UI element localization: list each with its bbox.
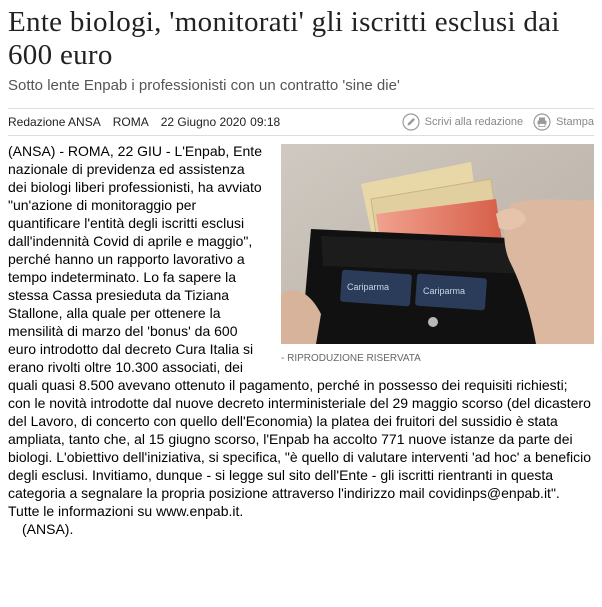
article-signoff: (ANSA). xyxy=(22,521,74,537)
article-date: 22 Giugno 2020 xyxy=(160,115,247,129)
write-to-editorial-button[interactable] xyxy=(402,113,523,131)
article-body: (ANSA) - ROMA, 22 GIU - L'Enpab, Ente nazionale di previdenza ed assistenza dei biologi liberi professionisti, ha avviato "un'azione di monitoraggio per quantificare l'entità degli iscritti esclusi dall'indennità Covid di aprile e maggio", perché hanno un rapporto lavorativo a tempo indeterminato. Lo fa sapere la stessa Cassa presieduta da Tiziana Stallone, alla quale per ottenere la mensilità di marzo del 'bonus' da 600 euro introdotto dal decreto Cura Italia si erano rivolti oltre 10.300 associati, dei quali quasi 8.500 avevano ottenuto il pagamento, perché in possesso dei requisiti richiesti; con le novità introdotte dal nuove decreto interministeriale del 29 maggio scorso (del dicastero del Lavoro, di concerto con quello dell'Economia) la platea dei fruitori del sussidio è stata ampliata, tanto che, al 15 giugno scorso, l'Enpab ha accolto 771 nuove istanze da parte dei biologi. L'obiettivo dell'iniziativa, si specifica, "è quello di valutare interventi 'ad hoc' a beneficio degli esclusi. Invitiamo, dunque - si legge sul sito dell'Ente - gli iscritti rientranti in questa categoria a segnalare la propria posizione attraverso l'indirizzo mail covidinps@enpab.it". Tutte le informazioni su www.enpab.it. xyxy=(8,143,591,519)
article-time: 09:18 xyxy=(250,115,281,129)
article-meta-bar xyxy=(8,108,594,136)
svg-text:Cariparma: Cariparma xyxy=(347,282,390,292)
article-place: ROMA xyxy=(112,115,149,129)
article-subtitle: Sotto lente Enpab i professionisti con un contratto 'sine die' xyxy=(8,77,400,94)
print-label: Stampa xyxy=(556,116,594,128)
write-to-editorial-label: Scrivi alla redazione xyxy=(424,116,524,128)
article-title: Ente biologi, 'monitorati' gli iscritti esclusi dai 600 euro xyxy=(8,6,560,71)
printer-icon xyxy=(533,113,551,131)
pencil-icon xyxy=(402,113,420,131)
svg-text:Cariparma: Cariparma xyxy=(423,286,466,296)
article-source: Redazione ANSA xyxy=(8,115,101,129)
print-button[interactable] xyxy=(533,113,594,131)
article-photo xyxy=(281,144,594,344)
article-figure xyxy=(281,144,594,368)
image-caption: - RIPRODUZIONE RISERVATA xyxy=(281,353,421,364)
article-body-container xyxy=(8,142,594,538)
